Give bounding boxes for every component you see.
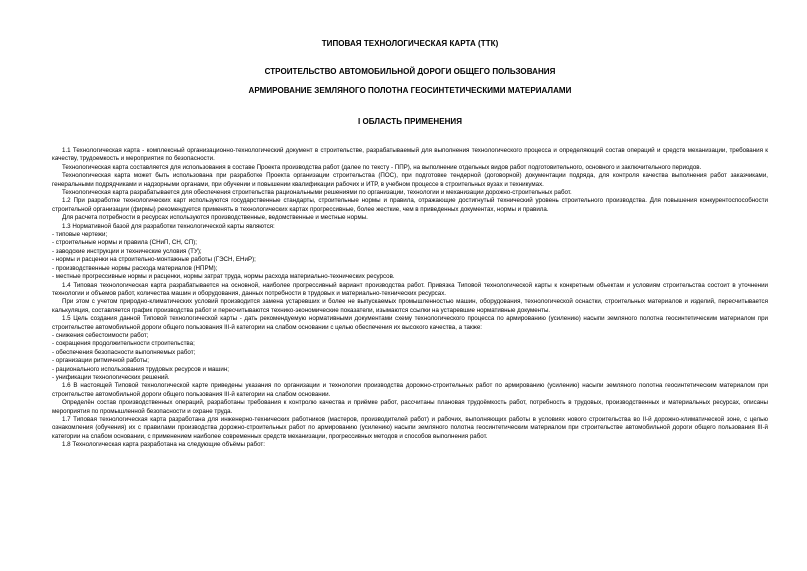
paragraph-1-4b: При этом с учетом природно-климатических условий производится замена устаревших и более не выпускаемых промышленностью машин, оборудования, технологической оснастки, строительных материалов и изделий, пересчитывается калькуляция, составляется график производства работ и пересчитываются технико-экономические показатели, изымаются ссылки на устаревшие нормативные документы. [52, 298, 768, 314]
list-item: - типовые чертежи; [52, 231, 108, 239]
list-item: - унификации технологических решений. [52, 373, 170, 381]
paragraph-1-1d: Технологическая карта разрабатывается для обеспечения строительства рациональными решениями по организации, технологии и механизации дорожно-строительных работ. [62, 189, 572, 197]
document-title: ТИПОВАЯ ТЕХНОЛОГИЧЕСКАЯ КАРТА (ТТК) [321, 39, 499, 48]
section-heading-scope: I ОБЛАСТЬ ПРИМЕНЕНИЯ [357, 117, 463, 126]
document-subtitle-road: СТРОИТЕЛЬСТВО АВТОМОБИЛЬНОЙ ДОРОГИ ОБЩЕГО ПОЛЬЗОВАНИЯ [264, 67, 556, 76]
paragraph-1-3: 1.3 Нормативной базой для разработки технологической карты являются: [62, 222, 275, 230]
list-item: - рационального использования трудовых ресурсов и машин; [52, 365, 229, 373]
paragraph-1-6: 1.6 В настоящей Типовой технологической карте приведены указания по организации и технологии производства дорожно-строительных работ по армированию (усилению) насыпи земляного полотна геосинтетическим материалом при строительстве автомобильной дороги общего пользования III-й категории на слабом основании. [52, 382, 768, 398]
paragraph-1-7: 1.7 Типовая технологическая карта разработана для инженерно-технических работников (мастеров, производителей работ) и рабочих, выполняющих работы в условиях нового строительства во II-й дорожно-климатической зоне, с целью ознакомления (обучения) их с правилами производства дорожно-строительных работ по армированию (усилению) насыпи земляного полотна геосинтетическим материалом при строительстве автомобильной дороги общего пользования III-й категории на слабом основании, с применением наиболее современных средств механизации, прогрессивных методов и способов выполнения работ. [52, 416, 768, 440]
paragraph-1-1c: Технологическая карта может быть использована при разработке Проекта организации строительства (ПОС), при подготовке тендерной (договорной) документации подряда, для контроля качества выполнения работ заказчиками, генеральными подрядчиками и надзорными органами, при обучении и повышении квалификации рабочих и ИТР, в учебном процессе в строительных вузах и техникумах. [52, 172, 768, 188]
list-item: - заводские инструкции и технические условия (ТУ); [52, 247, 202, 255]
list-item: - производственные нормы расхода материалов (НПРМ); [52, 264, 218, 272]
paragraph-1-4: 1.4 Типовая технологическая карта разрабатывается на основной, наиболее прогрессивный вариант производства работ. Привязка Типовой технологической карты к конкретным объектам и условиям строительства состоит в уточнении технологии и объемов работ, количества машин и оборудования, данных потребности в трудовых и материально-технических ресурсах. [52, 281, 768, 297]
list-item: - нормы и расценки на строительно-монтажные работы (ГЭСН, ЕНиР); [52, 256, 256, 264]
paragraph-1-1: 1.1 Технологическая карта - комплексный организационно-технологический документ в строительстве, разрабатываемый для выполнения технологического процесса и определяющий состав операций и средств механизации, требования к качеству, трудоемкость и мероприятия по безопасности. [52, 147, 768, 163]
paragraph-1-5: 1.5 Цель создания данной Типовой технологической карты - дать рекомендуемую нормативными документами схему технологического процесса по армированию (усилению) насыпи земляного полотна геосинтетическим материалом при строительстве автомобильной дороги общего пользования III-й категории на слабом основании с целью обеспечения их высокого качества, а также: [52, 315, 768, 331]
list-item: - местные прогрессивные нормы и расценки, нормы затрат труда, нормы расхода материально-технических ресурсов. [52, 273, 395, 281]
paragraph-1-1b: Технологическая карта составляется для использования в составе Проекта производства работ (далее по тексту - ППР), на выполнение отдельных видов работ подготовительного, основного и заключительного периодов. [62, 163, 702, 171]
document-body [52, 147, 768, 450]
list-item: - сокращения продолжительности строительства; [52, 340, 195, 348]
list-item: - обеспечения безопасности выполняемых работ; [52, 348, 196, 356]
paragraph-1-2: 1.2 При разработке технологических карт используются государственные стандарты, строительные нормы и правила, отражающие достигнутый технический уровень строительного производства. Для повышения конкурентоспособности строительной организации (фирмы) рекомендуется применять в технологических картах прогрессивные, более жесткие, чем в приведенных документах, нормы и правила. [52, 197, 768, 213]
list-item: - строительные нормы и правила (СНиП, СН, СП); [52, 239, 197, 247]
list-item: - организации ритмичной работы; [52, 357, 149, 365]
paragraph-1-6b: Определён состав производственных операций, разработаны требования к контролю качества и приёмке работ, рассчитаны плановая трудоёмкость работ, потребность в трудовых, производственных и материальных ресурсах, описаны мероприятия по промышленной безопасности и охране труда. [52, 399, 768, 415]
paragraph-1-8: 1.8 Технологическая карта разработана на следующие объёмы работ: [62, 441, 265, 449]
document-subtitle-reinforcement: АРМИРОВАНИЕ ЗЕМЛЯНОГО ПОЛОТНА ГЕОСИНТЕТИЧЕСКИМИ МАТЕРИАЛАМИ [248, 86, 572, 95]
list-item: - снижения себестоимости работ; [52, 331, 149, 339]
paragraph-1-2b: Для расчета потребности в ресурсах используются производственные, ведомственные и местные нормы. [62, 214, 368, 222]
